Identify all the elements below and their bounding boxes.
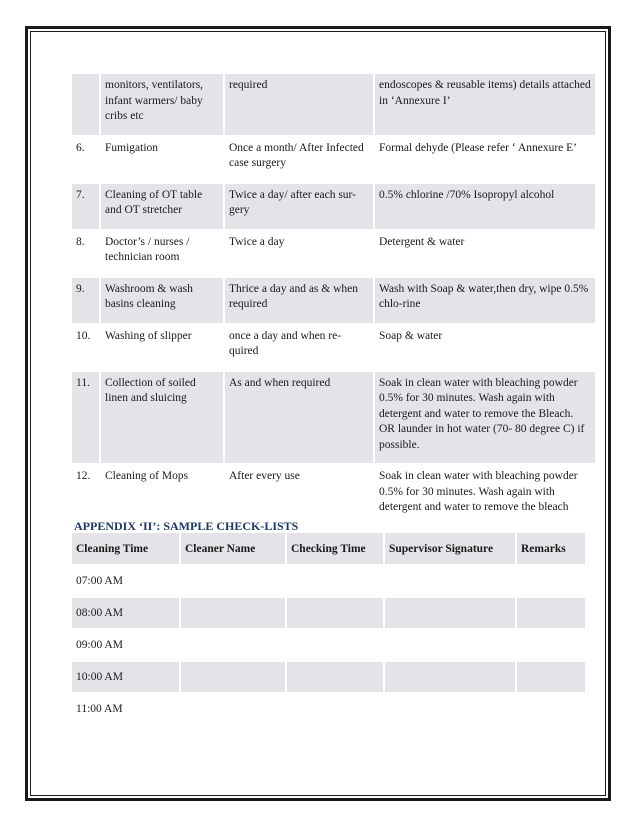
row-item: Washing of slipper bbox=[100, 324, 224, 371]
cleaning-time-cell: 09:00 AM bbox=[72, 629, 180, 661]
remarks-cell bbox=[516, 693, 586, 725]
supervisor-signature-cell bbox=[384, 565, 516, 597]
row-frequency: Once a month/ After Infected case surgery bbox=[224, 136, 374, 183]
row-method: Formal dehyde (Please refer ‘ Annexure E’ bbox=[374, 136, 596, 183]
row-method: Wash with Soap & water,then dry, wipe 0.5% chlo-rine bbox=[374, 277, 596, 324]
row-method: Soap & water bbox=[374, 324, 596, 371]
table-row bbox=[72, 371, 596, 465]
row-item: Collection of soiled linen and sluicing bbox=[100, 371, 224, 465]
row-number: 6. bbox=[72, 136, 100, 183]
remarks-cell bbox=[516, 661, 586, 693]
checking-time-cell bbox=[286, 597, 384, 629]
row-number: 11. bbox=[72, 371, 100, 465]
cleaning-time-cell: 11:00 AM bbox=[72, 693, 180, 725]
checklist-table bbox=[72, 533, 587, 726]
row-item: Fumigation bbox=[100, 136, 224, 183]
checklist-header-row bbox=[72, 533, 586, 565]
cleaning-procedure-table bbox=[72, 74, 597, 528]
header-remarks: Remarks bbox=[516, 533, 586, 565]
row-frequency: once a day and when re-quired bbox=[224, 324, 374, 371]
checking-time-cell bbox=[286, 661, 384, 693]
row-number: 8. bbox=[72, 230, 100, 277]
row-method: endoscopes & reusable items) details attached in ‘Annexure I’ bbox=[374, 74, 596, 136]
row-frequency: Thrice a day and as & when required bbox=[224, 277, 374, 324]
table-row bbox=[72, 136, 596, 183]
remarks-cell bbox=[516, 597, 586, 629]
row-frequency: As and when required bbox=[224, 371, 374, 465]
cleaning-time-cell: 08:00 AM bbox=[72, 597, 180, 629]
header-supervisor-signature: Supervisor Signature bbox=[384, 533, 516, 565]
remarks-cell bbox=[516, 629, 586, 661]
row-item: Doctor’s / nurses / technician room bbox=[100, 230, 224, 277]
row-frequency: Twice a day/ after each sur-gery bbox=[224, 183, 374, 230]
header-checking-time: Checking Time bbox=[286, 533, 384, 565]
appendix-title: APPENDIX ‘II’: SAMPLE CHECK-LISTS bbox=[74, 519, 299, 533]
table-row bbox=[72, 629, 586, 661]
row-frequency: required bbox=[224, 74, 374, 136]
cleaner-name-cell bbox=[180, 661, 286, 693]
row-item: monitors, ventilators, infant warmers/ baby cribs etc bbox=[100, 74, 224, 136]
row-frequency: After every use bbox=[224, 464, 374, 527]
supervisor-signature-cell bbox=[384, 693, 516, 725]
remarks-cell bbox=[516, 565, 586, 597]
cleaning-time-cell: 07:00 AM bbox=[72, 565, 180, 597]
cleaner-name-cell bbox=[180, 597, 286, 629]
row-number: 10. bbox=[72, 324, 100, 371]
checking-time-cell bbox=[286, 629, 384, 661]
table-row bbox=[72, 597, 586, 629]
cleaning-time-cell: 10:00 AM bbox=[72, 661, 180, 693]
table-row bbox=[72, 183, 596, 230]
table-row bbox=[72, 277, 596, 324]
row-method: Soak in clean water with bleaching powder 0.5% for 30 minutes. Wash again with detergent and water to remove the bleach bbox=[374, 464, 596, 527]
row-number bbox=[72, 74, 100, 136]
header-cleaner-name: Cleaner Name bbox=[180, 533, 286, 565]
row-method: Detergent & water bbox=[374, 230, 596, 277]
row-method: 0.5% chlorine /70% Isopropyl alcohol bbox=[374, 183, 596, 230]
supervisor-signature-cell bbox=[384, 629, 516, 661]
checking-time-cell bbox=[286, 565, 384, 597]
table-row bbox=[72, 565, 586, 597]
table-row bbox=[72, 693, 586, 725]
checking-time-cell bbox=[286, 693, 384, 725]
cleaner-name-cell bbox=[180, 565, 286, 597]
row-number: 9. bbox=[72, 277, 100, 324]
row-number: 7. bbox=[72, 183, 100, 230]
table-row bbox=[72, 464, 596, 527]
row-number: 12. bbox=[72, 464, 100, 527]
row-item: Washroom & wash basins cleaning bbox=[100, 277, 224, 324]
header-cleaning-time: Cleaning Time bbox=[72, 533, 180, 565]
row-frequency: Twice a day bbox=[224, 230, 374, 277]
supervisor-signature-cell bbox=[384, 661, 516, 693]
supervisor-signature-cell bbox=[384, 597, 516, 629]
table-row bbox=[72, 230, 596, 277]
row-item: Cleaning of Mops bbox=[100, 464, 224, 527]
cleaner-name-cell bbox=[180, 629, 286, 661]
row-method: Soak in clean water with bleaching powder 0.5% for 30 minutes. Wash again with detergent and water to remove the Bleach. OR launder in hot water (70- 80 degree C) if possible. bbox=[374, 371, 596, 465]
table-row bbox=[72, 324, 596, 371]
table-row bbox=[72, 74, 596, 136]
row-item: Cleaning of OT table and OT stretcher bbox=[100, 183, 224, 230]
cleaner-name-cell bbox=[180, 693, 286, 725]
table-row bbox=[72, 661, 586, 693]
